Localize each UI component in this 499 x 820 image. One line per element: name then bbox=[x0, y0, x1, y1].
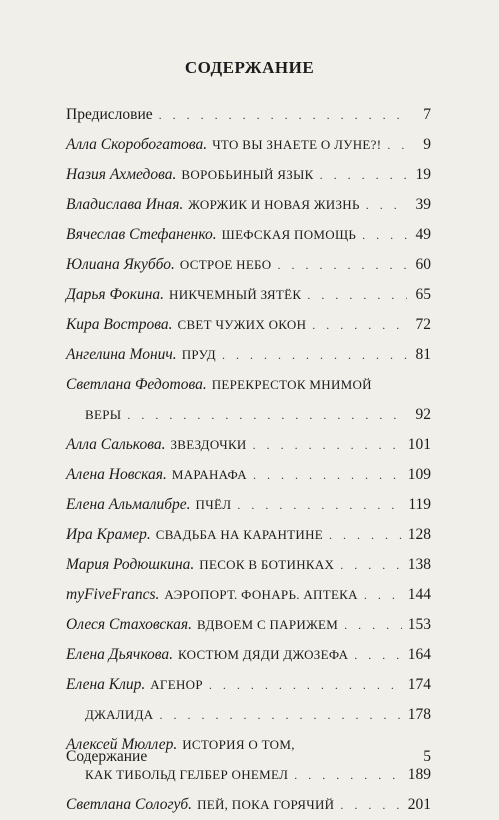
toc-entry bbox=[66, 310, 431, 340]
entry-author: Владислава Иная. bbox=[66, 196, 184, 213]
entry-page: 92 bbox=[415, 406, 431, 423]
entry-title: ШЕФСКАЯ ПОМОЩЬ bbox=[221, 227, 357, 242]
entry-title-cont: КАК ТИБОЛЬД ГЕЛБЕР ОНЕМЕЛ bbox=[85, 767, 289, 782]
entry-page: 164 bbox=[407, 646, 431, 663]
leader-dots bbox=[159, 100, 407, 130]
leader-dots bbox=[277, 250, 407, 280]
entry-page: 60 bbox=[415, 256, 431, 273]
entry-title: ЖОРЖИК И НОВАЯ ЖИЗНЬ bbox=[188, 197, 360, 212]
table-of-contents bbox=[66, 100, 431, 820]
toc-entry bbox=[66, 700, 431, 730]
entry-author: Кира Вострова. bbox=[66, 316, 173, 333]
page-footer bbox=[66, 748, 431, 766]
entry-title: ПЕСОК В БОТИНКАХ bbox=[199, 557, 335, 572]
entry-author: Дарья Фокина. bbox=[66, 286, 165, 303]
entry-author: Светлана Федотова. bbox=[66, 376, 207, 393]
toc-entry bbox=[66, 610, 431, 640]
entry-title: ВДВОЕМ С ПАРИЖЕМ bbox=[197, 617, 339, 632]
entry-page: 7 bbox=[423, 106, 431, 123]
leader-dots bbox=[253, 430, 402, 460]
entry-title: ПЧЁЛ bbox=[195, 497, 232, 512]
entry-page: 144 bbox=[407, 586, 431, 603]
entry-title: ДЖАЛИДА bbox=[85, 707, 154, 722]
entry-title: СВАДЬБА НА КАРАНТИНЕ bbox=[155, 527, 324, 542]
toc-entry bbox=[66, 220, 431, 250]
entry-page: 109 bbox=[407, 466, 431, 483]
entry-page: 9 bbox=[423, 136, 431, 153]
toc-entry bbox=[66, 490, 431, 520]
entry-author: Вячеслав Стефаненко. bbox=[66, 226, 217, 243]
toc-entry bbox=[66, 670, 431, 700]
toc-entry bbox=[66, 130, 431, 160]
toc-entry bbox=[66, 790, 431, 820]
entry-title: ПЕРЕКРЕСТОК МНИМОЙ bbox=[211, 377, 372, 392]
leader-dots bbox=[364, 580, 402, 610]
page-heading: СОДЕРЖАНИЕ bbox=[184, 58, 315, 77]
entry-page: 153 bbox=[407, 616, 431, 633]
entry-page: 65 bbox=[415, 286, 431, 303]
toc-entry bbox=[66, 370, 431, 430]
toc-entry bbox=[66, 430, 431, 460]
entry-title-cont: ВЕРЫ bbox=[85, 407, 122, 422]
toc-entry bbox=[66, 520, 431, 550]
entry-author: Елена Альмалибре. bbox=[66, 496, 191, 513]
entry-page: 189 bbox=[407, 766, 431, 783]
entry-page: 201 bbox=[407, 796, 431, 813]
leader-dots bbox=[127, 400, 407, 430]
entry-author: myFiveFrancs. bbox=[66, 586, 160, 603]
entry-title: ИСТОРИЯ О ТОМ, bbox=[182, 737, 295, 752]
footer-page-number: 5 bbox=[423, 748, 431, 765]
entry-author: Олеся Стаховская. bbox=[66, 616, 193, 633]
entry-title: НИКЧЕМНЫЙ ЗЯТЁК bbox=[169, 287, 302, 302]
toc-entry bbox=[66, 460, 431, 490]
leader-dots bbox=[307, 280, 407, 310]
leader-dots bbox=[222, 340, 407, 370]
leader-dots bbox=[329, 520, 402, 550]
leader-dots bbox=[340, 550, 402, 580]
toc-entry bbox=[66, 280, 431, 310]
leader-dots bbox=[253, 460, 402, 490]
entry-author: Светлана Сологуб. bbox=[66, 796, 193, 813]
leader-dots bbox=[354, 640, 401, 670]
footer-label: Содержание bbox=[66, 748, 148, 765]
toc-entry bbox=[66, 160, 431, 190]
entry-title: КОСТЮМ ДЯДИ ДЖОЗЕФА bbox=[177, 647, 349, 662]
entry-author: Ира Крамер. bbox=[66, 526, 151, 543]
toc-entry bbox=[66, 550, 431, 580]
entry-page: 49 bbox=[415, 226, 431, 243]
entry-title: АГЕНОР bbox=[150, 677, 203, 692]
entry-page: 19 bbox=[415, 166, 431, 183]
leader-dots bbox=[362, 220, 407, 250]
entry-title: ЗВЕЗДОЧКИ bbox=[170, 437, 247, 452]
entry-author: Елена Клир. bbox=[66, 676, 146, 693]
entry-page: 178 bbox=[407, 706, 431, 723]
entry-title: ВОРОБЬИНЫЙ ЯЗЫК bbox=[181, 167, 314, 182]
leader-dots bbox=[320, 160, 407, 190]
entry-title: АЭРОПОРТ. ФОНАРЬ. АПТЕКА bbox=[164, 587, 358, 602]
toc-entry bbox=[66, 250, 431, 280]
entry-page: 128 bbox=[407, 526, 431, 543]
leader-dots bbox=[159, 700, 401, 730]
entry-title: ПРУД bbox=[181, 347, 216, 362]
toc-entry bbox=[66, 190, 431, 220]
entry-author: Алла Скоробогатова. bbox=[66, 136, 208, 153]
toc-entry bbox=[66, 340, 431, 370]
entry-author: Назия Ахмедова. bbox=[66, 166, 177, 183]
entry-title: ОСТРОЕ НЕБО bbox=[179, 257, 272, 272]
entry-author: Алена Новская. bbox=[66, 466, 167, 483]
entry-page: 138 bbox=[407, 556, 431, 573]
entry-page: 39 bbox=[415, 196, 431, 213]
entry-author: Елена Дьячкова. bbox=[66, 646, 173, 663]
toc-entry bbox=[66, 100, 431, 130]
entry-page: 81 bbox=[415, 346, 431, 363]
leader-dots bbox=[209, 670, 402, 700]
toc-entry bbox=[66, 640, 431, 670]
toc-entry bbox=[66, 580, 431, 610]
entry-title: МАРАНАФА bbox=[171, 467, 247, 482]
leader-dots bbox=[237, 490, 402, 520]
leader-dots bbox=[387, 130, 407, 160]
entry-author: Ангелина Монич. bbox=[66, 346, 177, 363]
leader-dots bbox=[340, 790, 401, 820]
entry-author: Алексей Мюллер. bbox=[66, 736, 178, 753]
entry-page: 119 bbox=[408, 496, 431, 513]
entry-page: 72 bbox=[415, 316, 431, 333]
entry-page: 101 bbox=[407, 436, 431, 453]
leader-dots bbox=[312, 310, 407, 340]
entry-page: 174 bbox=[407, 676, 431, 693]
entry-title: ПЕЙ, ПОКА ГОРЯЧИЙ bbox=[197, 797, 335, 812]
leader-dots bbox=[366, 190, 407, 220]
entry-author: Мария Родюшкина. bbox=[66, 556, 195, 573]
entry-author: Алла Салькова. bbox=[66, 436, 166, 453]
entry-author: Юлиана Якуббо. bbox=[66, 256, 175, 273]
entry-title: ЧТО ВЫ ЗНАЕТЕ О ЛУНЕ?! bbox=[212, 137, 382, 152]
leader-dots bbox=[344, 610, 402, 640]
entry-title: Предисловие bbox=[66, 106, 153, 123]
entry-title: СВЕТ ЧУЖИХ ОКОН bbox=[177, 317, 307, 332]
